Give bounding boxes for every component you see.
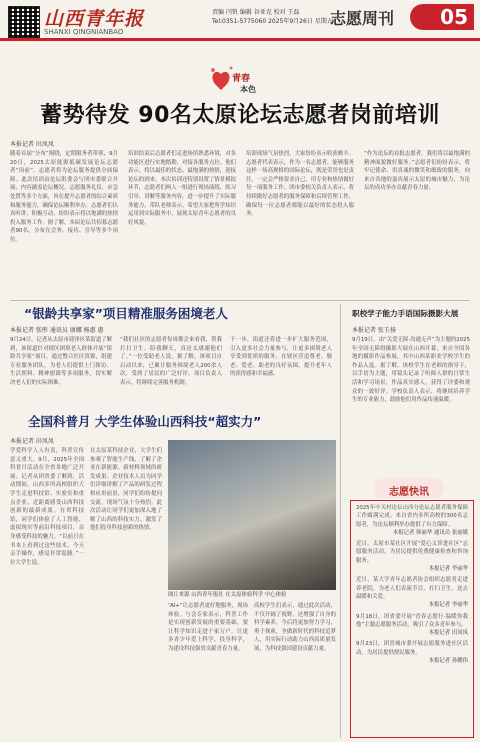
article3-col-1: 学爱科学人人有责，科普宣传意义重大。9月，2025年全国科普月活动在全省各地广泛开展。记者从团省委了解到，活动期间，山西多所高校组织大学生走进科技馆、实验室和重点企业，近距离感受山西科技创新的最新成果。在省科技馆，同学们体验了人工智能、虚拟现实等前沿科技项目，亲身感受科技的魅力。“以前只在书本上看到过这些技术，今天亲手操作，感觉非常震撼。”一位大学生说。 xyxy=(10,448,84,566)
kuaixun-text: 近日，某大学青年志愿者协会组织志愿者走进养老院，为老人们表演节目、打扫卫生，送去温暖和关爱。 xyxy=(356,577,468,600)
lead-byline: 本报记者 田凤凤 xyxy=(10,141,54,148)
kuaixun-list xyxy=(356,504,468,665)
kuaixun-source: 本报记者 李丽华 xyxy=(428,566,468,573)
article2-col-3: 下一步，街道还将进一步扩大服务范围，引入更多社会力量参与，让更多困境老人享受到优质的服务，在辖区营造尊老、敬老、爱老、助老的良好氛围，提升老年人的获得感和幸福感。 xyxy=(230,337,332,378)
divider xyxy=(10,300,470,301)
lead-col-3: 培训现场气氛热烈，大家纷纷表示收获颇丰。志愿者代表表示，作为一名志愿者，能够服务这样一场高规格的国际论坛，既是荣誉也是责任，一定会严格要求自己，用专业和热情做好每一项服务工作。团市委相关负责人表示，将持续做好志愿者的服务保障和后续管理工作，确保每一位志愿者都能以最好的状态投入服务。 xyxy=(246,151,354,218)
article2-col-1: 9月24日，记者从太原市迎泽区某街道了解到，该街道针对辖区困境老人群体开展“银龄共享家”项目，通过整合社区资源，组建专业服务团队，为老人们提供上门探访、生活照料、精神慰藉等多项服务，切实解决老人们的实际困难。 xyxy=(10,337,112,386)
article2-col-2: “我们社区的志愿者每周都会来看我，帮我打扫卫生、陪我聊天，真是太感谢他们了。”一位受助老人说。据了解，该项目自启动以来，已累计服务困境老人200余人次，受到了居民的广泛好评。项目负责人表示，将继续完善服务机制。 xyxy=(120,337,222,386)
list-item xyxy=(356,504,468,537)
kuaixun-text: 9月18日，团省委开展“青春志愿行·温暖你我他”主题志愿服务活动，吸引了众多青年参与。 xyxy=(356,613,468,628)
article2-title: “银龄共享家”项目精准服务困境老人 xyxy=(24,306,228,321)
article2-byline: 本报记者 张彤 通讯员 康娜 杨惠 惠 xyxy=(10,327,104,334)
article3-byline: 本报记者 田凤凤 xyxy=(10,438,54,445)
lead-col-2: 培训结束后志愿者们走进场馆熟悉环境，对各功能区进行实地踏勘，对接各服务点位。他们表示，将以最佳的状态、最饱满的热情，迎接论坛的到来。本次培训还特别设置了情景模拟环节，志愿者们两人一组进行现场演练，练习引导、讲解等服务内容，进一步提升了实际服务能力。带队老师表示，希望大家把所学知识运用到实际服务中，展现太原青年志愿者的良好风貌。 xyxy=(128,151,236,226)
list-item xyxy=(356,540,468,573)
lead-headline: 蓄势待发 90名太原论坛志愿者岗前培训 xyxy=(40,103,440,128)
list-item xyxy=(356,640,468,665)
masthead-title: 山西青年报 xyxy=(44,8,145,30)
kuaixun-text: 2025年中关村论坛山西分论坛志愿者服务保障工作圆满完成。来自省内多所高校的300名志愿者，为论坛顺利举办提供了有力保障。 xyxy=(356,505,468,528)
header-date: Tel:0351-5775060 2025年9月26日 星期五 xyxy=(212,18,333,25)
article4-byline: 本报记者 张玉扬 xyxy=(352,327,396,334)
article3-col-3: “AI+”让志愿者更好地服务，现场体验。与会专家表示，科普工作是实现创新发展的重要基础，要让科学知识走进千家万户，让更多青少年爱上科学、投身科学，为建设科技强省贡献青春力量。 xyxy=(168,603,248,652)
page-number: 05 xyxy=(410,4,474,30)
kuaixun-source: 本报记者 孙鹏伟 xyxy=(428,658,468,665)
article3-col-2: 在太原某科技企业，大学生们参观了智能生产线，了解了企业在新能源、新材料领域的研发成果。企业技术人员为同学们详细讲解了产品的研发过程和应用前景，同学们纷纷提问交流，现场气氛十分热烈。此次活动让同学们更加深入地了解了山西的科技实力，激发了他们投身科技创新的热情。 xyxy=(90,448,162,532)
header-editors: 责编 闫钒 编辑 谷亚克 校对 王磊 xyxy=(212,9,300,16)
qr-code xyxy=(8,6,40,38)
logo-text-true-colors: 本色 xyxy=(240,85,256,94)
kuaixun-source: 本报记者 田凤凤 xyxy=(428,630,468,637)
logo-text-youth: 青春 xyxy=(232,74,251,84)
article3-photo-caption: 图片来源 山西青年报社 在太原体验科学 中心体验 xyxy=(168,590,336,598)
article4-body: 9月19日，由“关爱无障·沟通无声”为主题的2025年全国无障碍摄影大展在山西开幕，来自全国各地的摄影作品参展，其中山西某职业学校学生的作品入选。据了解，该校学生在老师的指导下，以手语为主题，用镜头记录了听障人群的日常生活和学习场景，作品真实感人，获得了评委和观众的一致好评。学校负责人表示，将继续培养学生的专业能力，鼓励他们用作品传递温暖。 xyxy=(352,337,470,404)
kuaixun-title: 志愿快讯 xyxy=(389,487,429,498)
article4-title: 职校学子能力手语国际摄影大展 xyxy=(352,309,459,318)
article3-photo xyxy=(168,440,336,590)
lead-col-4: “作为论坛的首批志愿者，我们将以最饱满的精神面貌做好服务。”志愿者们纷纷表示，将牢记使命，用真诚的微笑和细致的服务，向来自各地的嘉宾展示太原的城市魅力，为论坛的成功举办贡献青春力量。 xyxy=(364,151,470,192)
section-title: 志愿周刊 xyxy=(330,9,395,28)
kuaixun-text: 9月23日，团晋城市委开展志愿服务进社区活动，为居民提供便民服务。 xyxy=(356,641,468,656)
header-info xyxy=(212,8,333,26)
column-divider xyxy=(340,304,341,738)
kuaixun-text: 近日，太原市某社区开展“爱心义诊进社区”志愿服务活动，为居民提供免费健康检查和咨询服务。 xyxy=(356,541,468,564)
kuaixun-source: 本报记者 李丽华 xyxy=(428,602,468,609)
article3-col-4: 高校学生们表示，通过此次活动，不仅开阔了视野，还增强了自身的科学素养，今后将更加努力学习，勇于探索，争做新时代的科技追梦人，用实际行动助力山西高质量发展，为科技强国建设贡献力量。 xyxy=(254,603,336,652)
header-rule xyxy=(0,38,480,41)
list-item xyxy=(356,576,468,609)
article3-title: 全国科普月 大学生体验山西科技“超实力” xyxy=(28,414,262,429)
list-item xyxy=(356,613,468,638)
kuaixun-source: 本报记者 韩丽华 通讯员 张丽媛 xyxy=(392,529,468,536)
lead-col-1: 随着首届“分布”揭晓，定期服务者带领，9月20日，2025太原能源低碳发展论坛志愿者“岗前”，志愿者将为论坛服务提供全面保障。此次培训由论坛组委会与团市委联合开展，内容涵盖论坛概况、志愿服务礼仪、应急处置等多个方面，旨在提升志愿者的综合素质和服务能力，确保论坛顺利举办。志愿者们认真听讲、积极互动，纷纷表示将以饱满的热情投入服务工作。据了解，本届论坛共招募志愿者90名，分布在会务、接待、引导等多个岗位。 xyxy=(10,151,118,243)
masthead-subtitle: SHANXI QINGNIANBAO xyxy=(44,28,124,36)
